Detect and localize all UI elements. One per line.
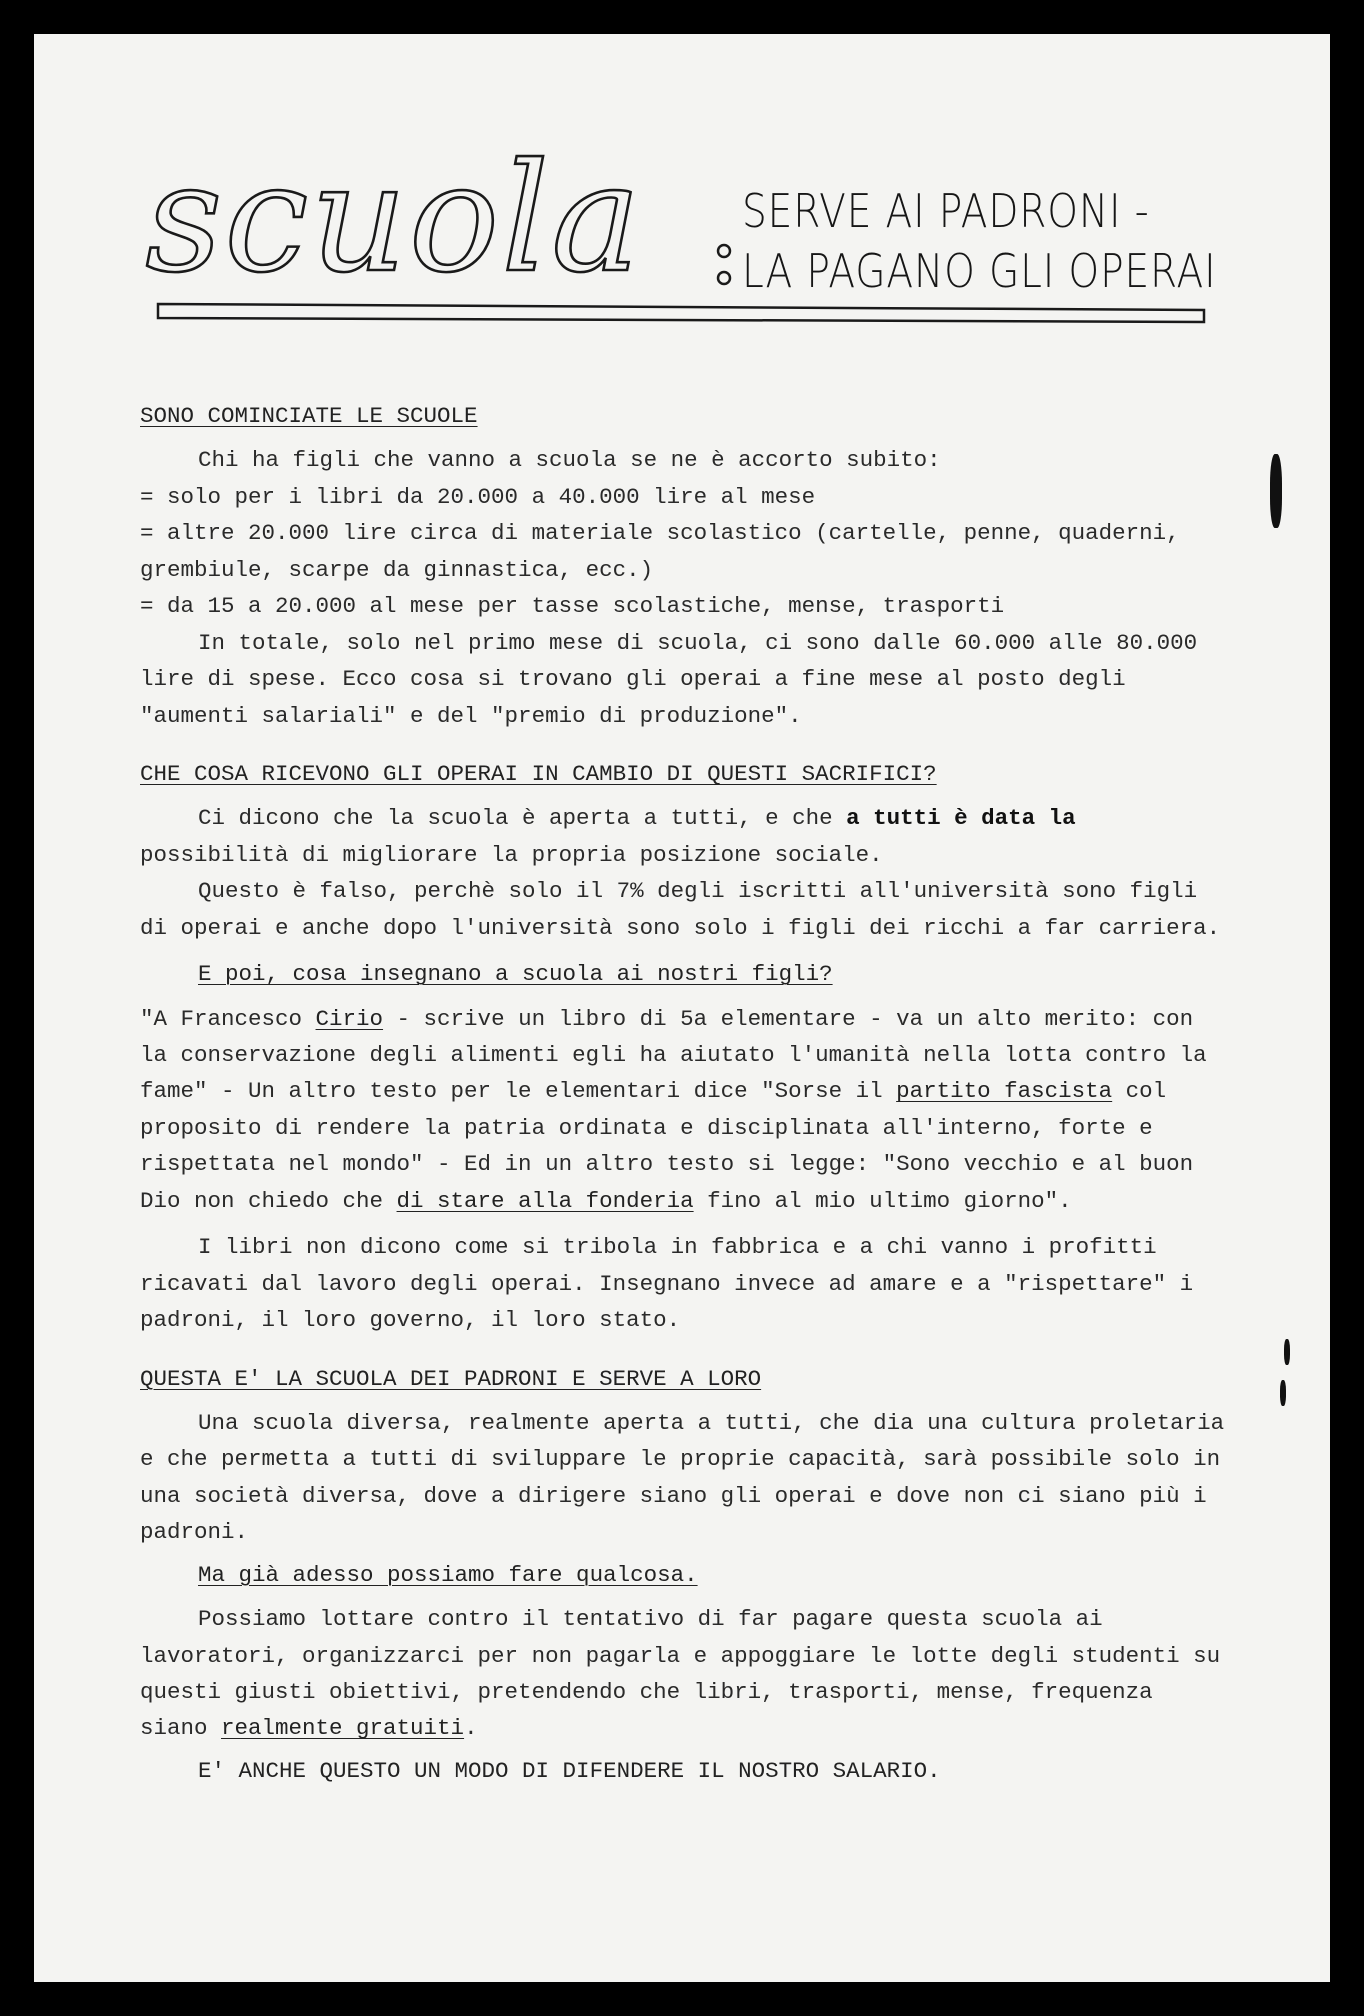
colon-dot-top: [718, 245, 730, 257]
title-block: [34, 34, 1330, 334]
margin-ink-mark: [1280, 1380, 1286, 1406]
list-item: = da 15 a 20.000 al mese per tasse scolastiche, mense, trasporti: [140, 593, 1005, 620]
flyer-body: [140, 398, 1230, 1789]
flyer-page: [34, 34, 1330, 1982]
text-run: - scrive un libro di 5a elementare - va un alto merito: con la conservazione degli alimenti egli ha aiutato l'umanità nella lotta contro la fame" - Un altro testo per le elementari dice "Sorse il: [140, 1005, 1207, 1105]
closing-statement: E' ANCHE QUESTO UN MODO DI DIFENDERE IL NOSTRO SALARIO.: [198, 1757, 941, 1784]
text-run: "A Francesco: [140, 1005, 316, 1032]
text-run: Possiamo lottare contro il tentativo di far pagare questa scuola ai lavoratori, organizzarci per non pagarla e appoggiare le lotte degli studenti su questi giusti obiettivi, pretendendo che libri, trasporti, mense, frequenza siano: [140, 1606, 1221, 1742]
paragraph: Questo è falso, perchè solo il 7% degli iscritti all'università sono figli di operai e anche dopo l'università sono solo i figli dei ricchi a far carriera.: [140, 878, 1221, 941]
subheading: Ma già adesso possiamo fare qualcosa.: [198, 1561, 698, 1588]
text-run: .: [464, 1715, 478, 1742]
underlined-text: realmente gratuiti: [221, 1715, 465, 1742]
section-heading: SONO COMINCIATE LE SCUOLE: [140, 403, 478, 429]
paragraph: [140, 800, 1230, 873]
text-run: fino al mio ultimo giorno".: [693, 1187, 1072, 1214]
underlined-text: di stare alla fonderia: [396, 1187, 694, 1214]
paragraph: Una scuola diversa, realmente aperta a tutti, che dia una cultura proletaria e che permetta a tutti di sviluppare le proprie capacità, sarà possibile solo in una società diversa, dove a dirigere siano gli operai e dove non ci siano più i padroni.: [140, 1409, 1225, 1546]
text-run: Ci dicono che la scuola è aperta a tutti, e che: [198, 805, 847, 832]
scuola-script-word: scuola: [145, 132, 643, 306]
text-run: col proposito di rendere la patria ordinata e disciplinata all'interno, forte e rispettata nel mondo" - Ed in un altro testo si legge: "Sono vecchio e al buon Dio non chiedo che: [140, 1078, 1194, 1214]
title-double-rule: [158, 304, 1204, 322]
struck-text: a tutti è data la: [846, 805, 1076, 832]
section-heading: QUESTA E' LA SCUOLA DEI PADRONI E SERVE A LORO: [140, 1365, 762, 1392]
text-run: possibilità di migliorare la propria posizione sociale.: [140, 841, 883, 868]
paragraph: I libri non dicono come si tribola in fabbrica e a chi vanno i profitti ricavati dal lavoro degli operai. Insegnano invece ad amare e a "rispettare" i padroni, il loro governo, il loro stato.: [140, 1234, 1194, 1334]
subheading: E poi, cosa insegnano a scuola ai nostri figli?: [198, 961, 833, 988]
quote-paragraph: [140, 1001, 1230, 1220]
colon-dot-bottom: [718, 272, 730, 284]
paragraph: [140, 1601, 1230, 1747]
list-item: = altre 20.000 lire circa di materiale scolastico (cartelle, penne, quaderni, grembiule, scarpe da ginnastica, ecc.): [140, 520, 1180, 583]
underlined-text: partito fascista: [896, 1078, 1113, 1105]
paragraph: In totale, solo nel primo mese di scuola, ci sono dalle 60.000 alle 80.000 lire di spese. Ecco cosa si trovano gli operai a fine mese al posto degli "aumenti salariali" e del "premio di produzione".: [140, 629, 1198, 729]
section-heading: CHE COSA RICEVONO GLI OPERAI IN CAMBIO DI QUESTI SACRIFICI?: [140, 760, 937, 787]
underlined-text: Cirio: [315, 1005, 384, 1032]
list-item: = solo per i libri da 20.000 a 40.000 lire al mese: [140, 483, 816, 510]
slogan-line-2: LA PAGANO GLI OPERAI: [742, 244, 1217, 298]
paragraph: Chi ha figli che vanno a scuola se ne è accorto subito:: [198, 447, 941, 474]
margin-ink-mark: [1284, 1339, 1290, 1365]
slogan-line-1: SERVE AI PADRONI -: [742, 184, 1150, 238]
margin-ink-mark: [1270, 454, 1282, 528]
